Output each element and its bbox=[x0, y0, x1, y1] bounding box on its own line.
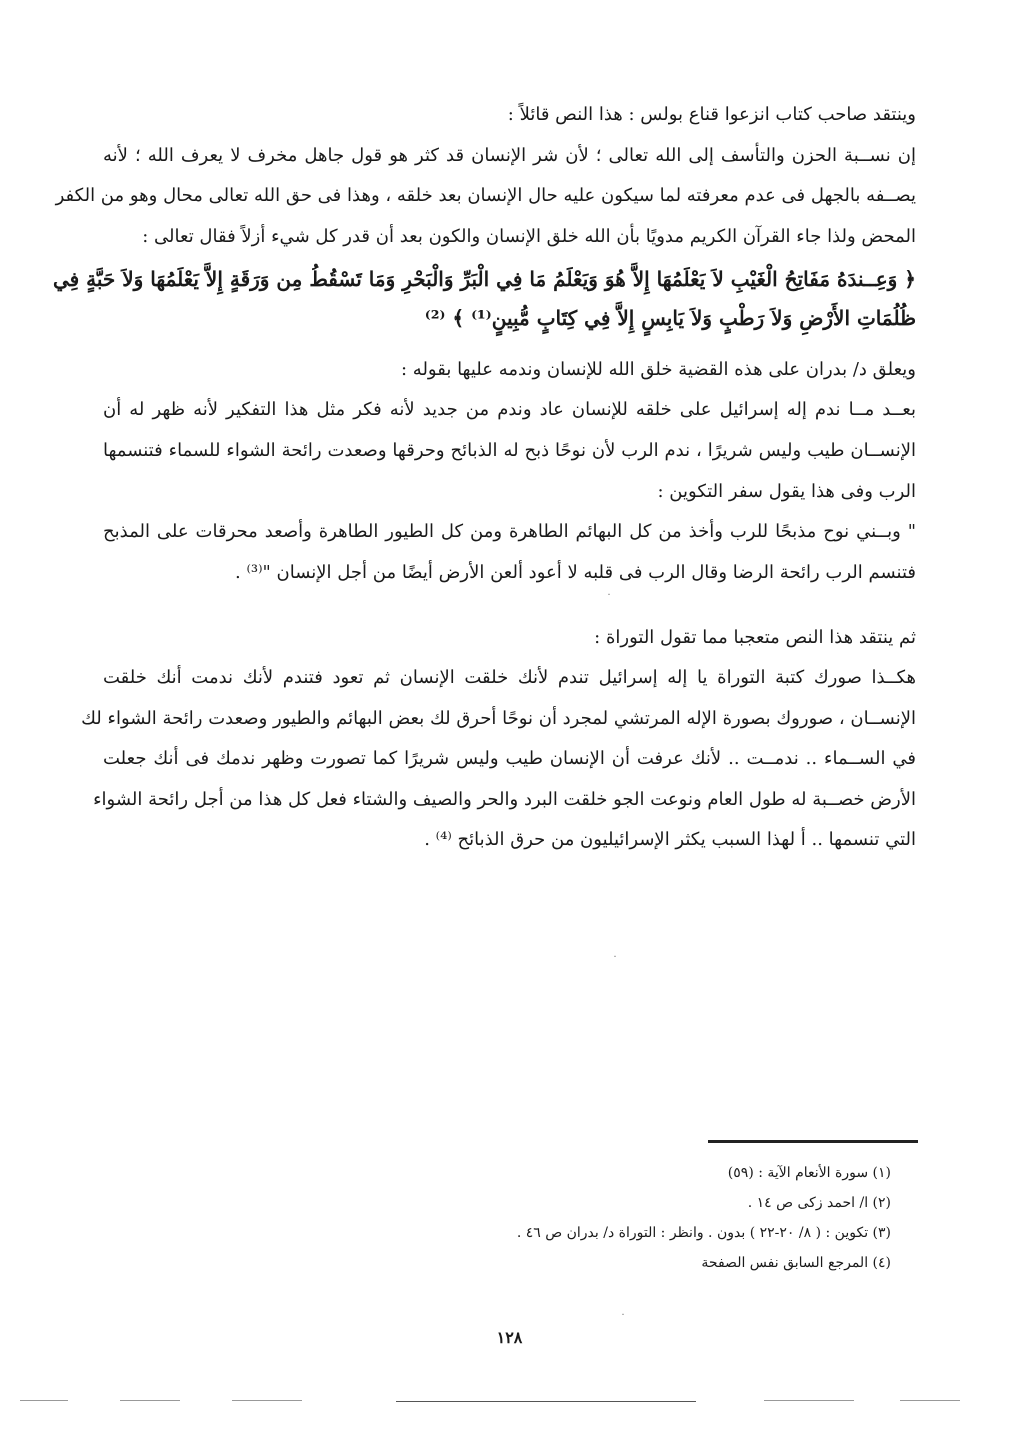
paragraph-line: يصــفه بالجهل فى عدم معرفته لما سيكون عليه حال الإنسان بعد خلقه ، وهذا فى حق الله تعالى محال وهو من الكفر bbox=[55, 185, 916, 206]
quran-verse-line: ﴿ وَعِــندَهُ مَفَاتِحُ الْغَيْبِ لاَ يَعْلَمُهَا إِلاَّ هُوَ وَيَعْلَمُ مَا فِي الْبَرِّ وَالْبَحْرِ وَمَا تَسْقُطُ مِن وَرَقَةٍ إِلاَّ يَعْلَمُهَا وَلاَ حَبَّةٍ فِي bbox=[52, 267, 916, 291]
paragraph-line: هكــذا صورك كتبة التوراة يا إله إسرائيل تندم لأنك خلقت الإنسان ثم تعود فتندم لأنك ندمت أنك خلقت bbox=[103, 667, 916, 688]
quran-verse-line: ظُلُمَاتِ الأَرْضِ وَلاَ رَطْبٍ وَلاَ يَابِسٍ إِلاَّ فِي كِتَابٍ مُّبِينٍ⁽¹⁾ ﴾ ⁽²⁾ bbox=[424, 306, 916, 330]
quote-line: بعــد مــا ندم إله إسرائيل على خلقه للإنسان عاد وندم من جديد لأنه فكر مثل هذا التفكير لأنه ظهر له أن bbox=[103, 399, 916, 420]
footnote: (٤) المرجع السابق نفس الصفحة bbox=[701, 1255, 891, 1271]
paragraph-line: الأرض خصــبة له طول العام ونوعت الجو خلقت البرد والحر والصيف والشتاء فعل كل هذا من أجل رائحة الشواء bbox=[93, 789, 916, 810]
quote-line: الإنســان طيب وليس شريرًا ، ندم الرب لأن نوحًا ذبح له الذبائح وحرقها وصعدت رائحة الشواء للسماء فتنسمها bbox=[103, 440, 916, 461]
footnote: (٣) تكوين : ( ٨/ ٢٠-٢٢ ) بدون . وانظر : التوراة د/ بدران ص ٤٦ . bbox=[516, 1225, 891, 1241]
scan-speck: ˙ bbox=[620, 1312, 626, 1326]
scan-speck: ˙ bbox=[606, 592, 612, 606]
scripture-quote-line: " وبــني نوح مذبحًا للرب وأخذ من كل البهائم الطاهرة ومن كل الطيور الطاهرة وأصعد محرقات على المذبح bbox=[103, 521, 916, 542]
scan-edge-mark bbox=[120, 1400, 180, 1401]
footnote: (٢) ا/ احمد زكى ص ١٤ . bbox=[747, 1195, 891, 1211]
paragraph-line: إن نســبة الحزن والتأسف إلى الله تعالى ؛ لأن شر الإنسان قد كثر هو قول جاهل مخرف لا يعرف الله ؛ لأنه bbox=[103, 145, 916, 166]
scan-edge-mark bbox=[232, 1400, 302, 1401]
page-number: ١٢٨ bbox=[496, 1328, 523, 1347]
paragraph-line: ثم ينتقد هذا النص متعجبا مما تقول التوراة : bbox=[594, 627, 916, 648]
scan-edge-mark bbox=[20, 1400, 68, 1401]
quote-line: الرب وفى هذا يقول سفر التكوين : bbox=[657, 481, 916, 502]
scan-edge-mark bbox=[900, 1400, 960, 1401]
footnote: (١) سورة الأنعام الآية : (٥٩) bbox=[727, 1165, 891, 1181]
paragraph-line: ويعلق د/ بدران على هذه القضية خلق الله للإنسان وندمه عليها بقوله : bbox=[401, 359, 916, 380]
scan-speck: ˙ bbox=[612, 954, 618, 968]
paragraph-line: في الســماء .. ندمــت .. لأنك عرفت أن الإنسان طيب وليس شريرًا كما تصورت وظهر ندمك فى أنك جعلت bbox=[103, 748, 916, 769]
footnote-separator bbox=[708, 1140, 918, 1143]
scan-edge-mark bbox=[396, 1401, 696, 1402]
paragraph-line: الإنســان ، صوروك بصورة الإله المرتشي لمجرد أن نوحًا أحرق لك بعض البهائم والطيور وصعدت رائحة الشواء لك bbox=[81, 708, 916, 729]
scripture-quote-line: فتنسم الرب رائحة الرضا وقال الرب فى قلبه لا أعود ألعن الأرض أيضًا من أجل الإنسان "⁽³⁾ . bbox=[235, 562, 916, 583]
paragraph-line: وينتقد صاحب كتاب انزعوا قناع بولس : هذا النص قائلاً : bbox=[507, 104, 916, 125]
paragraph-line: التي تنسمها .. أ لهذا السبب يكثر الإسرائيليون من حرق الذبائح ⁽⁴⁾ . bbox=[424, 829, 916, 850]
scan-edge-mark bbox=[764, 1400, 854, 1401]
paragraph-line: المحض ولذا جاء القرآن الكريم مدويًا بأن الله خلق الإنسان والكون بعد أن قدر كل شيء أزلاً فقال تعالى : bbox=[142, 226, 916, 247]
